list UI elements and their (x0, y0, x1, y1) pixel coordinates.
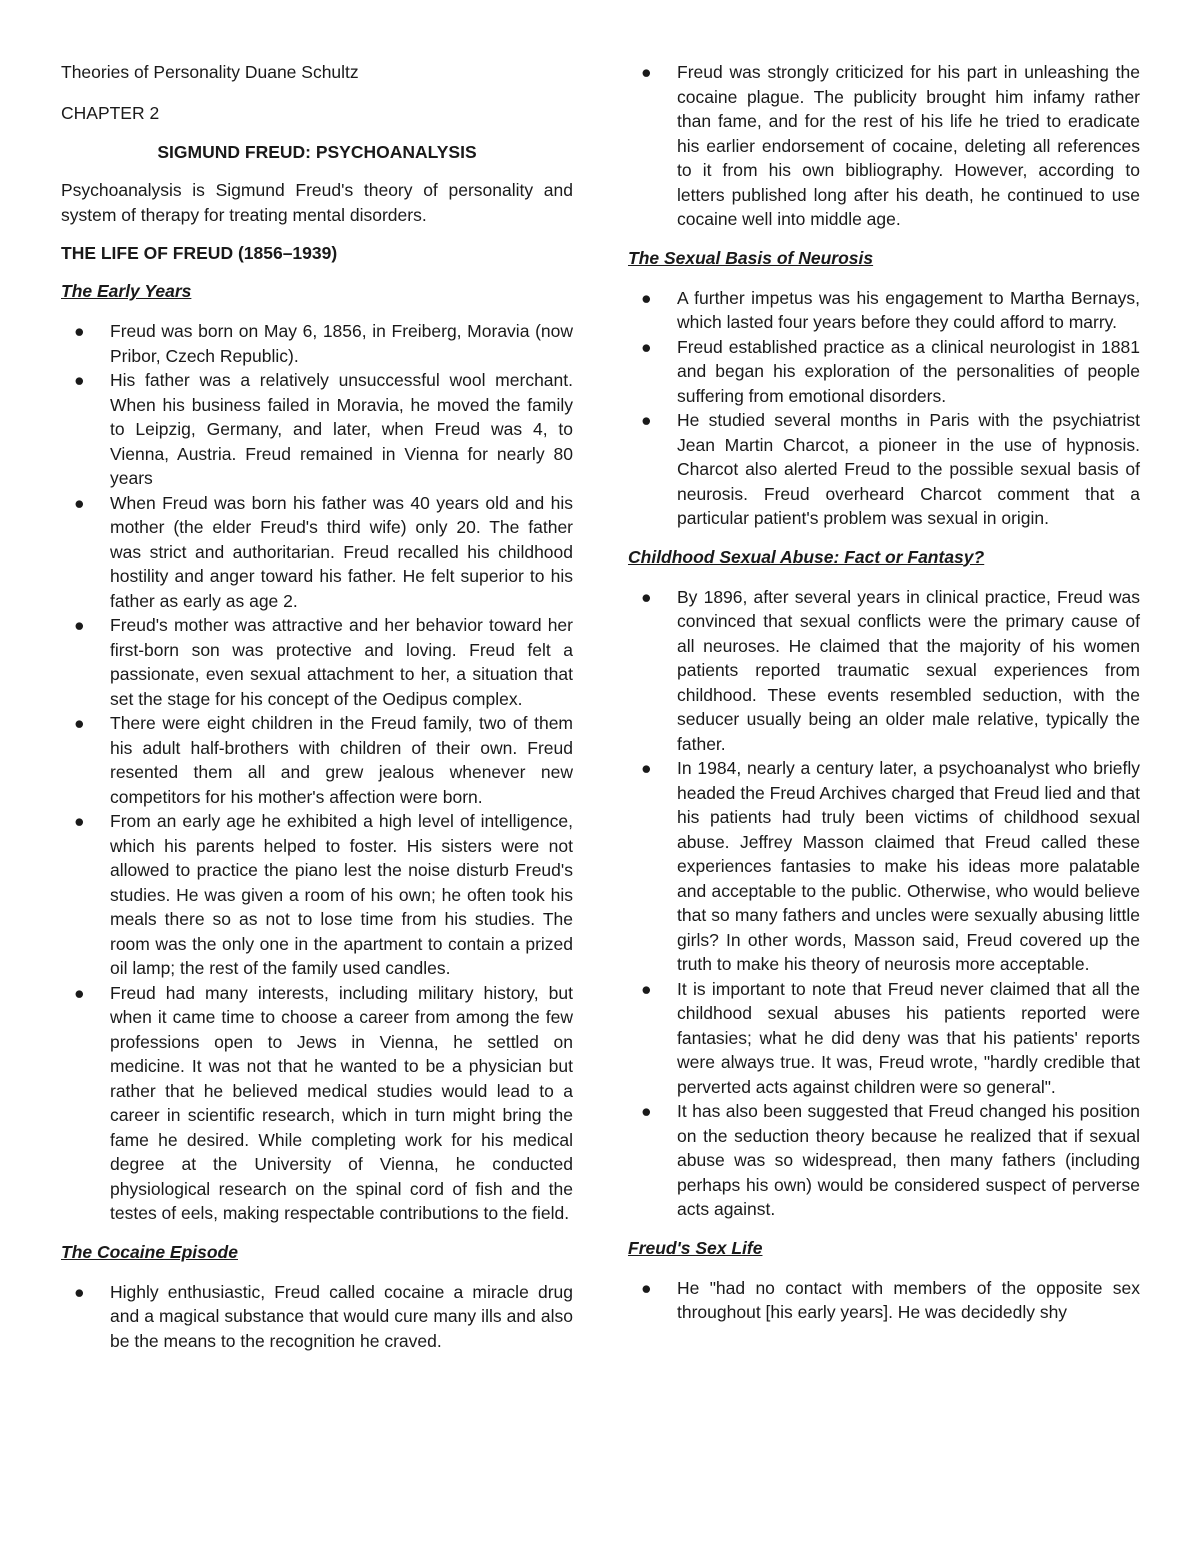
sex-life-list (628, 1276, 1140, 1325)
list-item: ● A further impetus was his engagement to Martha Bernays, which lasted four years before they could afford to marry. (641, 287, 1140, 332)
book-title: Theories of Personality Duane Schultz (61, 62, 359, 82)
left-column (61, 58, 573, 1353)
abuse-heading: Childhood Sexual Abuse: Fact or Fantasy? (628, 546, 985, 567)
list-item: ● From an early age he exhibited a high level of intelligence, which his parents helped to foster. His sisters were not allowed to practice the piano lest the noise disturb Freud's studies. He was given a room of his own; he often took his meals there so as not to lose time from his studies. The room was the only one in the apartment to contain a prized oil lamp; the rest of the family used candles. (74, 811, 573, 978)
bullet-icon: ● (74, 321, 85, 341)
sex-life-heading: Freud's Sex Life (628, 1237, 763, 1258)
list-item: ● By 1896, after several years in clinical practice, Freud was convinced that sexual conflicts were the primary cause of all neuroses. He claimed that the majority of his women patients reported traumatic sexual experiences from childhood. These events resembled seduction, with the seducer usually being an older male relative, typically the father. (641, 586, 1140, 754)
cocaine-continued-list (628, 60, 1140, 232)
list-item: ● Freud established practice as a clinical neurologist in 1881 and began his exploration of the personalities of people suffering from emotional disorders. (641, 336, 1140, 406)
list-item: ● His father was a relatively unsuccessful wool merchant. When his business failed in Moravia, he moved the family to Leipzig, Germany, and later, when Freud was 4, to Vienna, Austria. Freud remained in Vienna for nearly 80 years (74, 370, 573, 488)
list-item: ● Highly enthusiastic, Freud called cocaine a miracle drug and a magical substance that would cure many ills and also be the means to the recognition he craved. (74, 1281, 573, 1351)
bullet-icon: ● (641, 336, 652, 357)
list-item: ● He studied several months in Paris with the psychiatrist Jean Martin Charcot, a pioneer in the use of hypnosis. Charcot also alerted Freud to the possible sexual basis of neurosis. Freud overheard Charcot comment that a particular patient's problem was sexual in origin. (641, 410, 1140, 528)
list-item: ● He "had no contact with members of the opposite sex throughout [his early years]. He was decidedly shy (641, 1277, 1140, 1322)
list-item: ● It has also been suggested that Freud changed his position on the seduction theory because he realized that if sexual abuse was so widespread, then many fathers (including perhaps his own) would be considered suspect of perverse acts against. (641, 1101, 1140, 1219)
cocaine-heading: The Cocaine Episode (61, 1241, 238, 1262)
list-item: ● There were eight children in the Freud family, two of them his adult half-brothers with children of their own. Freud resented them all and grew jealous whenever new competitors for his mother's affection were born. (74, 713, 573, 807)
list-item: ● Freud was strongly criticized for his part in unleashing the cocaine plague. The publicity brought him infamy rather than fame, and for the rest of his life he tried to eradicate his earlier endorsement of cocaine, deleting all references to it from his own bibliography. However, according to letters published long after his death, he continued to use cocaine well into middle age. (641, 62, 1140, 229)
bullet-icon: ● (641, 1277, 652, 1298)
bullet-icon: ● (641, 758, 652, 778)
list-item: ● In 1984, nearly a century later, a psychoanalyst who briefly headed the Freud Archives charged that Freud lied and that his patients had truly been victims of childhood sexual abuse. Jeffrey Masson claimed that Freud called these experiences fantasies to make his ideas more palatable and acceptable to the public. Otherwise, who would believe that so many fathers and uncles were sexually abusing little girls? In other words, Masson said, Freud covered up the truth to make his theory of neurosis more acceptable. (641, 758, 1140, 974)
bullet-icon: ● (74, 492, 85, 513)
list-item: ● Freud was born on May 6, 1856, in Freiberg, Moravia (now Pribor, Czech Republic). (74, 321, 573, 366)
life-heading: THE LIFE OF FREUD (1856–1939) (61, 243, 338, 263)
chapter-label: CHAPTER 2 (61, 103, 160, 123)
bullet-icon: ● (641, 586, 652, 607)
bullet-icon: ● (74, 982, 85, 1003)
list-item: ● It is important to note that Freud never claimed that all the childhood sexual abuses his patients reported were fantasies; what he did deny was that his patients' reports were always true. It was, Freud wrote, "hardly credible that perverted acts against children were so general". (641, 978, 1140, 1097)
intro-paragraph: Psychoanalysis is Sigmund Freud's theory of personality and system of therapy for treating mental disorders. (61, 180, 573, 225)
right-column (628, 58, 1140, 1325)
bullet-icon: ● (641, 978, 652, 999)
early-years-heading: The Early Years (61, 281, 192, 301)
list-item: ● Freud's mother was attractive and her behavior toward her first-born son was protective and loving. Freud felt a passionate, even sexual attachment to her, a situation that set the stage for his concept of the Oedipus complex. (74, 615, 573, 709)
bullet-icon: ● (74, 370, 85, 390)
bullet-icon: ● (641, 62, 652, 82)
page-title: SIGMUND FREUD: PSYCHOANALYSIS (157, 142, 477, 162)
cocaine-list (61, 1280, 573, 1354)
early-years-list (61, 319, 573, 1226)
bullet-icon: ● (74, 811, 85, 831)
list-item: ● When Freud was born his father was 40 years old and his mother (the elder Freud's third wife) only 20. The father was strict and authoritarian. Freud recalled his childhood hostility and anger toward his father. He felt superior to his father as early as age 2. (74, 492, 573, 611)
bullet-icon: ● (641, 1101, 652, 1121)
sexual-basis-list (628, 286, 1140, 531)
bullet-icon: ● (74, 713, 85, 733)
bullet-icon: ● (641, 410, 652, 430)
bullet-icon: ● (641, 287, 652, 308)
abuse-list (628, 585, 1140, 1222)
bullet-icon: ● (74, 1281, 85, 1302)
sexual-basis-heading: The Sexual Basis of Neurosis (628, 247, 874, 268)
list-item: ● Freud had many interests, including military history, but when it came time to choose a career from among the few professions open to Jews in Vienna, he settled on medicine. It was not that he wanted to be a physician but rather that he believed medical studies would lead to a career in scientific research, which in turn might bring the fame he desired. While completing work for his medical degree at the University of Vienna, he conducted physiological research on the spinal cord of fish and the testes of eels, making respectable contributions to the field. (74, 982, 573, 1223)
bullet-icon: ● (74, 615, 85, 635)
